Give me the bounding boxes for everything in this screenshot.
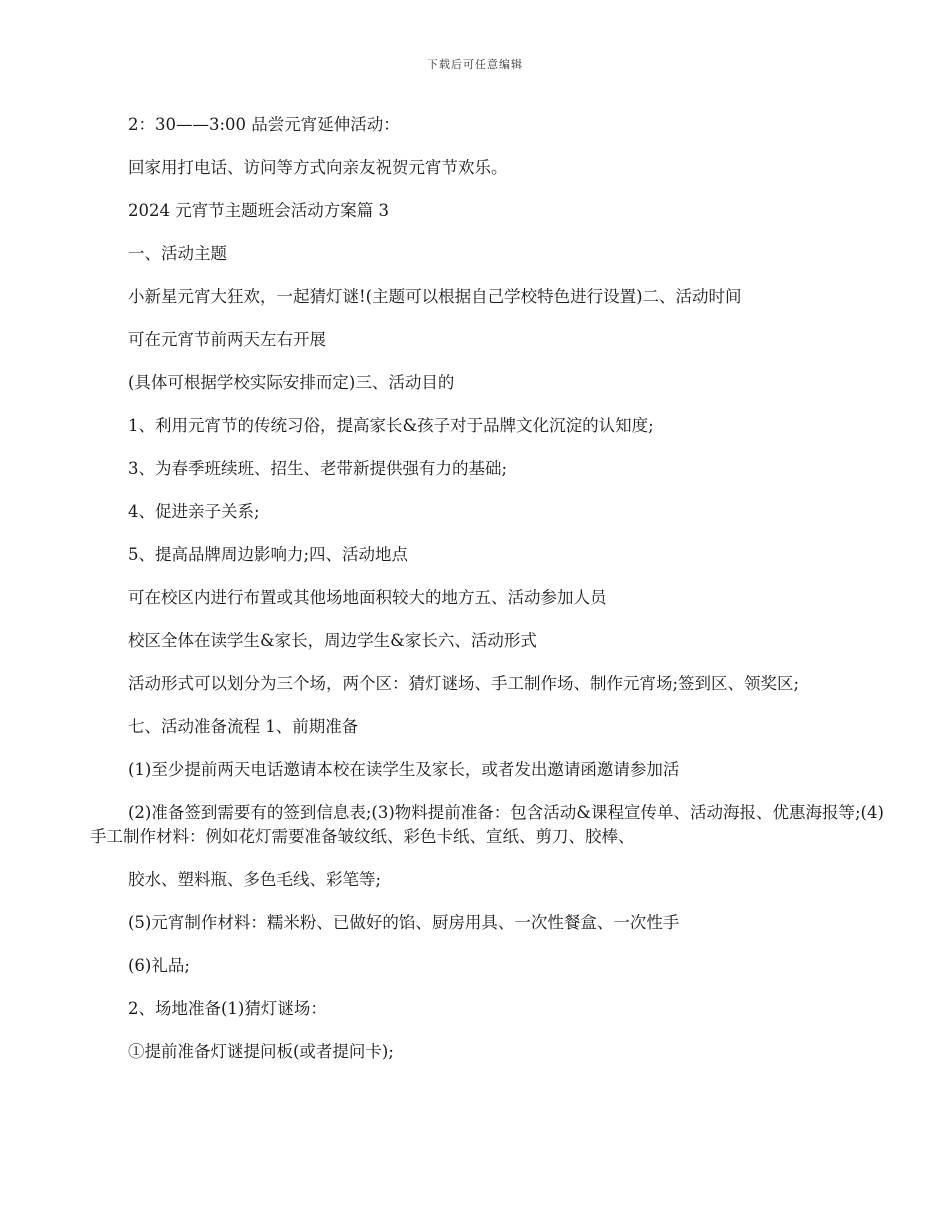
heading: 一、活动主题: [128, 244, 227, 263]
document-body: [90, 113, 885, 1083]
paragraph: 可在校区内进行布置或其他场地面积较大的地方五、活动参加人员: [128, 588, 607, 607]
paragraph: 1、利用元宵节的传统习俗，提高家长&孩子对于品牌文化沉淀的认知度;: [128, 416, 654, 435]
section-title: 2024 元宵节主题班会活动方案篇 3: [128, 201, 389, 220]
paragraph: 校区全体在读学生&家长，周边学生&家长六、活动形式: [128, 631, 537, 650]
paragraph: 七、活动准备流程 1、前期准备: [128, 717, 359, 736]
paragraph: 小新星元宵大狂欢，一起猜灯谜!(主题可以根据自己学校特色进行设置)二、活动时间: [128, 287, 742, 306]
paragraph: (具体可根据学校实际安排而定)三、活动目的: [128, 373, 455, 392]
paragraph: 3、为春季班续班、招生、老带新提供强有力的基础;: [128, 459, 508, 478]
paragraph: (1)至少提前两天电话邀请本校在读学生及家长，或者发出邀请函邀请参加活: [128, 760, 680, 779]
paragraph: (5)元宵制作材料：糯米粉、已做好的馅、厨房用具、一次性餐盒、一次性手: [128, 913, 680, 932]
paragraph: 活动形式可以划分为三个场，两个区：猜灯谜场、手工制作场、制作元宵场;签到区、领奖区;: [128, 674, 800, 693]
paragraph: 胶水、塑料瓶、多色毛线、彩笔等;: [128, 870, 382, 889]
paragraph: 回家用打电话、访问等方式向亲友祝贺元宵节欢乐。: [128, 158, 508, 177]
paragraph: 4、促进亲子关系;: [128, 502, 260, 521]
paragraph: ①提前准备灯谜提问板(或者提问卡);: [128, 1042, 394, 1061]
paragraph: 可在元宵节前两天左右开展: [128, 330, 326, 349]
paragraph: 5、提高品牌周边影响力;四、活动地点: [128, 545, 409, 564]
paragraph: (6)礼品;: [128, 956, 190, 975]
page-header: 下载后可任意编辑: [427, 58, 523, 71]
paragraph: 2：30——3:00 品尝元宵延伸活动：: [128, 115, 400, 134]
paragraph: (2)准备签到需要有的签到信息表;(3)物料提前准备：包含活动&课程宣传单、活动海报、优惠海报等;(4)手工制作材料：例如花灯需要准备皱纹纸、彩色卡纸、宣纸、剪刀、胶棒、: [90, 803, 884, 846]
paragraph: 2、场地准备(1)猜灯谜场：: [128, 999, 327, 1018]
